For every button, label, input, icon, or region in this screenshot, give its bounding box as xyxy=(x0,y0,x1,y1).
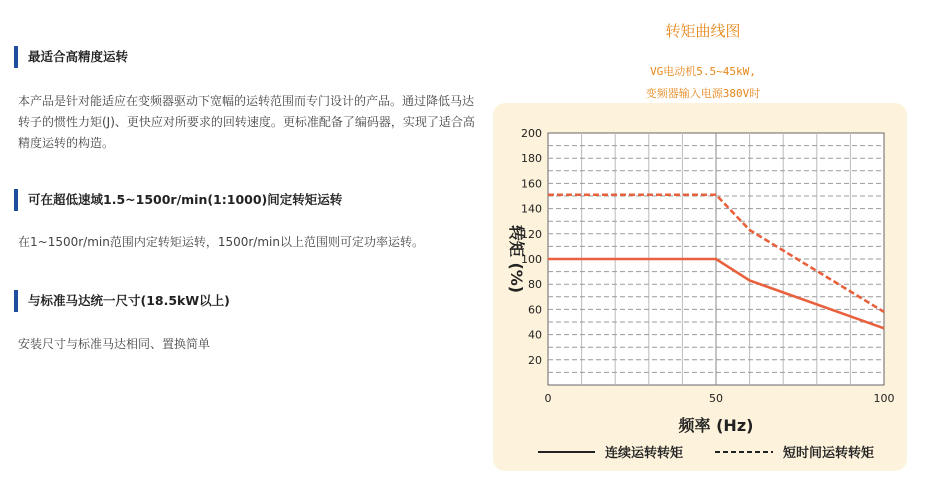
y-tick-label: 140 xyxy=(521,202,542,216)
section-body-size: 安装尺寸与标准马达相同、置换简单 xyxy=(18,337,211,351)
torque-chart-area xyxy=(493,0,913,493)
x-tick-label: 0 xyxy=(544,392,552,405)
y-tick-label: 40 xyxy=(528,328,542,342)
y-tick-label: 160 xyxy=(521,177,542,191)
section-heading-size: 与标准马达统一尺寸(18.5kW以上) xyxy=(14,290,230,312)
y-tick-label: 120 xyxy=(521,227,542,241)
y-tick-label: 100 xyxy=(521,253,542,266)
section-body-low-speed: 在1~1500r/min范围内定转矩运转，1500r/min以上范围则可定功率运转。 xyxy=(18,235,424,249)
section-heading-precision: 最适合高精度运转 xyxy=(14,46,128,68)
legend-label-short-time: 短时间运转转矩 xyxy=(783,446,875,461)
torque-chart xyxy=(493,0,913,493)
y-tick-label: 80 xyxy=(528,278,542,292)
y-axis-label: 转矩 (%) xyxy=(507,224,526,294)
legend-label-continuous: 连续运转转矩 xyxy=(605,446,684,461)
x-axis-label: 频率 (Hz) xyxy=(678,416,754,435)
chart-title: 转矩曲线图 xyxy=(665,22,741,40)
y-tick-label: 200 xyxy=(521,127,542,140)
x-tick-label: 100 xyxy=(873,392,895,405)
chart-subtitle-line-1: VG电动机5.5~45kW, xyxy=(650,65,756,78)
y-tick-label: 60 xyxy=(528,303,542,317)
y-tick-label: 180 xyxy=(521,152,542,166)
section-body-precision: 本产品是针对能适应在变频器驱动下宽幅的运转范围而专门设计的产品。通过降低马达转子的惯性力矩(J)、更快应对所要求的回转速度。更标准配备了编码器，实现了适合高精度运转的构造。 xyxy=(18,94,475,150)
chart-subtitle-line-2: 变频器输入电源380V时 xyxy=(645,87,761,100)
y-tick-label: 20 xyxy=(528,353,542,367)
x-tick-label: 50 xyxy=(709,392,723,405)
section-heading-low-speed: 可在超低速域1.5~1500r/min(1:1000)间定转矩运转 xyxy=(14,189,342,211)
